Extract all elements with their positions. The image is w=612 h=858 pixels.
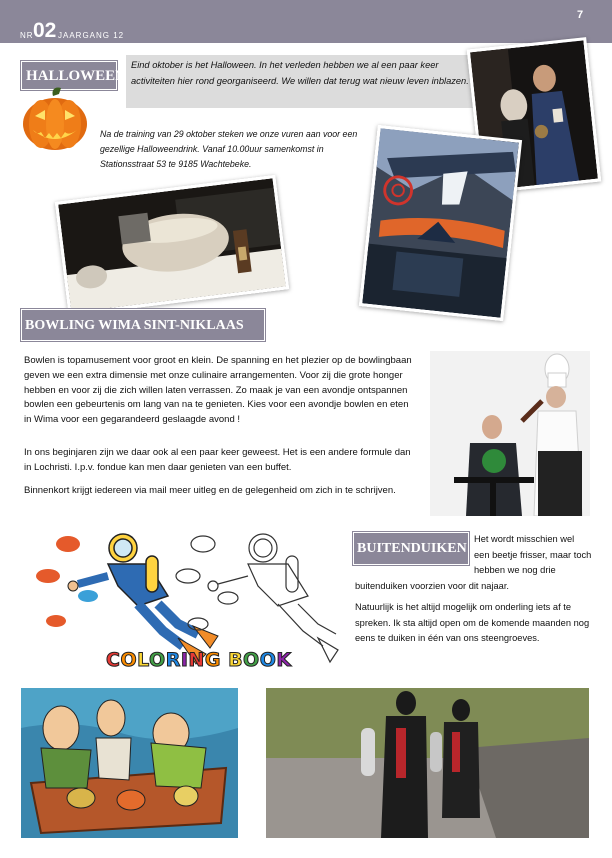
halloween-drinks-photo bbox=[55, 175, 289, 316]
coloring-book-letter: O bbox=[259, 649, 277, 671]
halloween-tent-photo bbox=[359, 125, 522, 321]
halloween-details: Na de training van 29 oktober steken we onze vuren aan voor een gezellige Halloweendrink. Vanaf 10.00uur samenkomst in Stationsstraat 53 te 9185 Wachtebeke. bbox=[100, 129, 358, 169]
coloring-book-letter: L bbox=[137, 649, 150, 671]
pumpkin-illustration bbox=[21, 86, 89, 152]
bowling-title: BOWLING WIMA SINT-NIKLAAS bbox=[25, 318, 244, 333]
halloween-title: HALLOWEEN bbox=[26, 68, 127, 84]
issue-label: NR bbox=[20, 31, 34, 40]
bowling-paragraph-2: In ons beginjaren zijn we daar ook al een paar keer geweest. Het is een andere formule dan in Lochristi. I.p.v. fondue kan men daar genieten van een buffet. bbox=[24, 447, 411, 473]
bowling-paragraph-1: Bowlen is topamusement voor groot en klein. De spanning en het plezier op de bowlingbaan geven we een extra dimensie met onze culinaire arrangementen. Voor zij die grote honger hebben en voor zij die zich willen laten verrassen. Zo maak je van een avondje ontspannen bowlen een gebeurtenis om lang van na te genieten. Kies voor een avondje bowlen en eten in Wima voor een gegarandeerd geslaagde avond ! bbox=[24, 355, 412, 426]
bowling-paragraph-3: Binnenkort krijgt iedereen via mail meer uitleg en de gelegenheid om zich in te schrijven. bbox=[24, 485, 396, 496]
coloring-book-letter: R bbox=[165, 649, 181, 671]
volume-label: JAARGANG 12 bbox=[58, 31, 125, 40]
buitenduiken-heading bbox=[353, 532, 469, 565]
coloring-book-title bbox=[106, 649, 296, 675]
coloring-book-letter: O bbox=[243, 649, 260, 671]
coloring-book-letter: G bbox=[204, 649, 221, 671]
outdoor-divers-photo bbox=[266, 688, 589, 838]
coloring-book-letter bbox=[221, 649, 228, 671]
buitenduiken-title: BUITENDUIKEN bbox=[357, 541, 467, 556]
coloring-book-letter: O bbox=[120, 649, 138, 671]
buitenduiken-paragraph-1b: buitenduiken voorzien voor dit najaar. bbox=[355, 581, 510, 591]
coloring-book-letter: C bbox=[106, 649, 121, 671]
bowling-heading bbox=[21, 309, 265, 341]
buitenduiken-paragraph-1a: Het wordt misschien wel een beetje frisser, maar toch hebben we nog drie bbox=[474, 534, 592, 576]
page-header bbox=[0, 0, 612, 43]
page-number: 7 bbox=[577, 9, 584, 21]
coloring-book-letter: B bbox=[228, 649, 244, 671]
bowling-chef-photo bbox=[430, 351, 590, 516]
buitenduiken-paragraph-2: Natuurlijk is het altijd mogelijk om onderling iets af te spreken. Ik sta altijd open om de komende maanden nog eens te duiken in één van ons steengroeves. bbox=[355, 602, 590, 644]
coloring-book-letter: O bbox=[149, 649, 166, 671]
issue-number: 02 bbox=[33, 19, 57, 42]
coloring-book-letter: N bbox=[188, 649, 205, 671]
halloween-intro: Eind oktober is het Halloween. In het verleden hebben we al een paar keer activiteiten hier rond georganiseerd. We willen dat terug wat nieuw leven inblazen. bbox=[131, 60, 469, 86]
coloring-book-letter: I bbox=[180, 649, 189, 671]
cartoon-divers-photo bbox=[21, 688, 238, 838]
coloring-book-letter: K bbox=[276, 649, 292, 671]
